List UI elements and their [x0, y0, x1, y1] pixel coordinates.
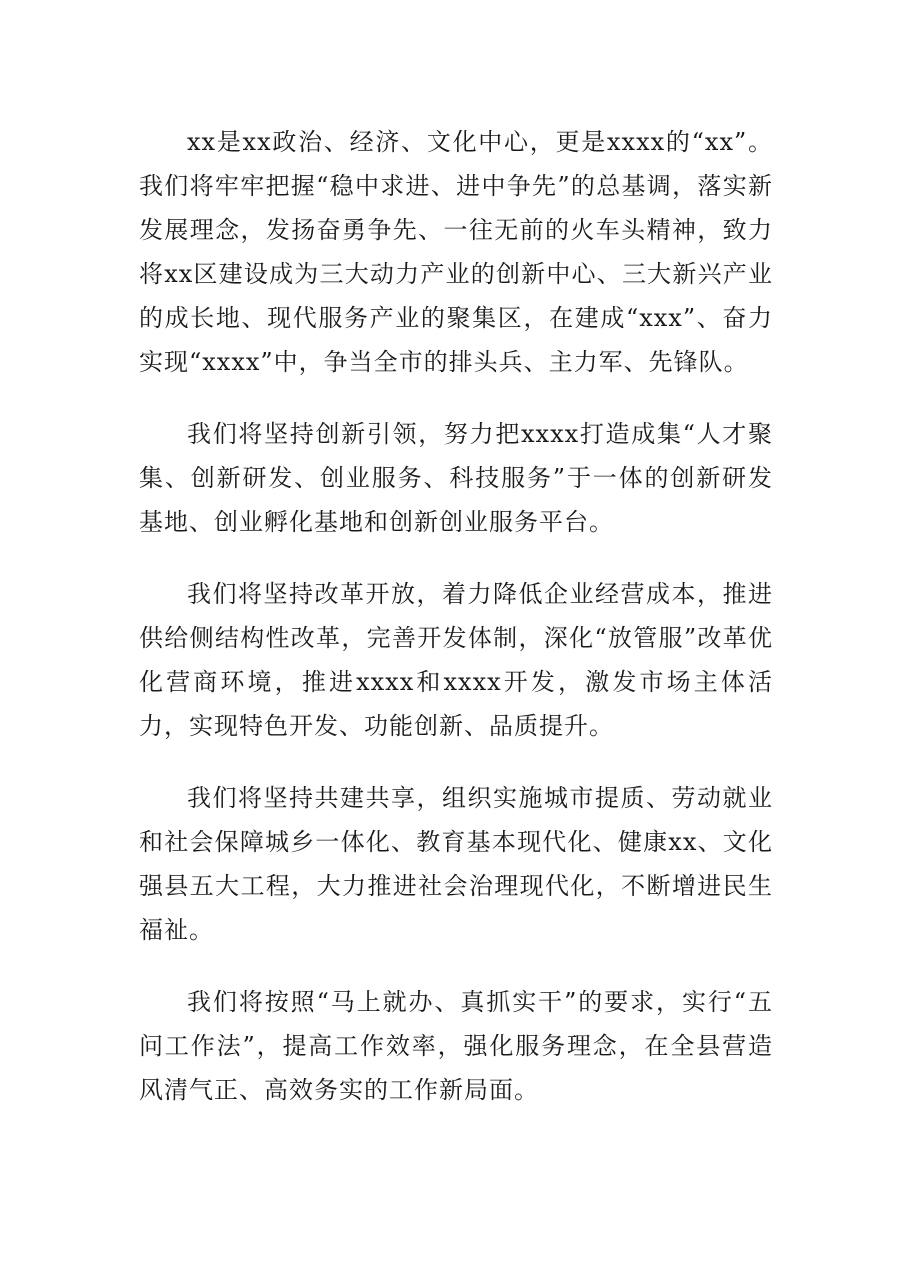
paragraph-3: 我们将坚持改革开放，着力降低企业经营成本，推进供给侧结构性改革，完善开发体制，深化“放管服”改革优化营商环境，推进xxxx和xxxx开发，激发市场主体活力，实现特色开发、功能创新、品质提升。 [139, 580, 773, 740]
paragraph-5: 我们将按照“马上就办、真抓实干”的要求，实行“五问工作法”，提高工作效率，强化服务理念，在全县营造风清气正、高效务实的工作新局面。 [139, 988, 773, 1104]
document-body [139, 120, 773, 1140]
paragraph-1: xx是xx政治、经济、文化中心，更是xxxx的“xx”。我们将牢牢把握“稳中求进、进中争先”的总基调，落实新发展理念，发扬奋勇争先、一往无前的火车头精神，致力将xx区建设成为三大动力产业的创新中心、三大新兴产业的成长地、现代服务产业的聚集区，在建成“xxx”、奋力实现“xxxx”中，争当全市的排头兵、主力军、先锋队。 [139, 128, 773, 376]
paragraph-2: 我们将坚持创新引领，努力把xxxx打造成集“人才聚集、创新研发、创业服务、科技服务”于一体的创新研发基地、创业孵化基地和创新创业服务平台。 [139, 420, 773, 536]
paragraph-4: 我们将坚持共建共享，组织实施城市提质、劳动就业和社会保障城乡一体化、教育基本现代化、健康xx、文化强县五大工程，大力推进社会治理现代化，不断增进民生福祉。 [139, 784, 773, 944]
